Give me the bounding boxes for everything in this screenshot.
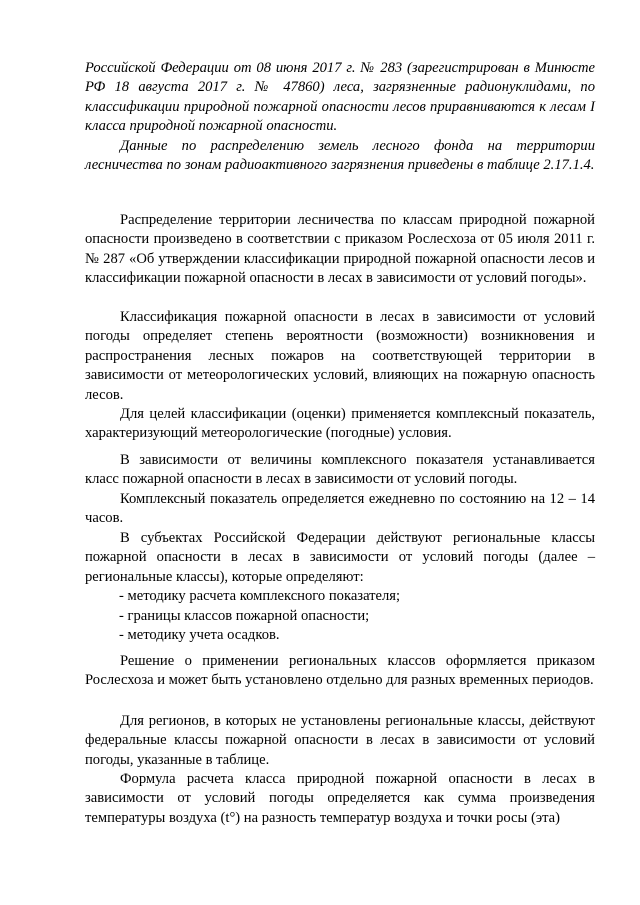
paragraph-formula: Формула расчета класса природной пожарной опасности в лесах в зависимости от условий погоды определяется как сумма произведения температуры воздуха (t°) на разность температур воздуха и точки росы (эта) — [85, 771, 595, 826]
list-item: - границы классов пожарной опасности; — [119, 608, 370, 624]
list-item: - методику расчета комплексного показателя; — [119, 588, 401, 604]
paragraph-fire-classification-order: Распределение территории лесничества по классам природной пожарной опасности произведено в соответствии с приказом Рослесхоза от 05 июля 2011 г. № 287 «Об утверждении классификации природной пожарной опасности лесов и классификации пожарной опасности в лесах в зависимости от условий погоды». — [85, 212, 595, 287]
list-item: - методику учета осадков. — [119, 627, 280, 643]
paragraph-fire-class-by-index: В зависимости от величины комплексного показателя устанавливается класс пожарной опасности в лесах в зависимости от условий погоды. — [85, 452, 595, 488]
paragraph-regional-classes: В субъектах Российской Федерации действуют региональные классы пожарной опасности в лесах в зависимости от условий погоды (далее – региональные классы), которые определяют: — [85, 530, 595, 585]
paragraph-complex-index: Для целей классификации (оценки) применяется комплексный показатель, характеризующий метеорологические (погодные) условия. — [85, 406, 595, 442]
paragraph-daily-index: Комплексный показатель определяется ежедневно по состоянию на 12 – 14 часов. — [85, 491, 595, 527]
paragraph-federal-classes: Для регионов, в которых не установлены региональные классы, действуют федеральные классы пожарной опасности в лесах в зависимости от условий погоды, указанные в таблице. — [85, 713, 595, 768]
intro-italic-paragraph-1: Российской Федерации от 08 июня 2017 г. № 283 (зарегистрирован в Минюсте РФ 18 августа 2017 г. № 47860) леса, загрязненные радионуклидами, по классификации природной пожарной опасности лесов приравниваются к лесам I класса природной пожарной опасности. — [85, 60, 595, 135]
intro-italic-paragraph-2: Данные по распределению земель лесного фонда на территории лесничества по зонам радиоактивного загрязнения приведены в таблице 2.17.1.4. — [85, 138, 595, 174]
paragraph-weather-classification: Классификация пожарной опасности в лесах в зависимости от условий погоды определяет степень вероятности (возможности) возникновения и распространения лесных пожаров на соответствующей территории в зависимости от метеорологических условий, влияющих на пожарную опасность лесов. — [85, 309, 595, 403]
paragraph-regional-decision: Решение о применении региональных классов оформляется приказом Рослесхоза и может быть установлено отдельно для разных временных периодов. — [85, 653, 595, 689]
